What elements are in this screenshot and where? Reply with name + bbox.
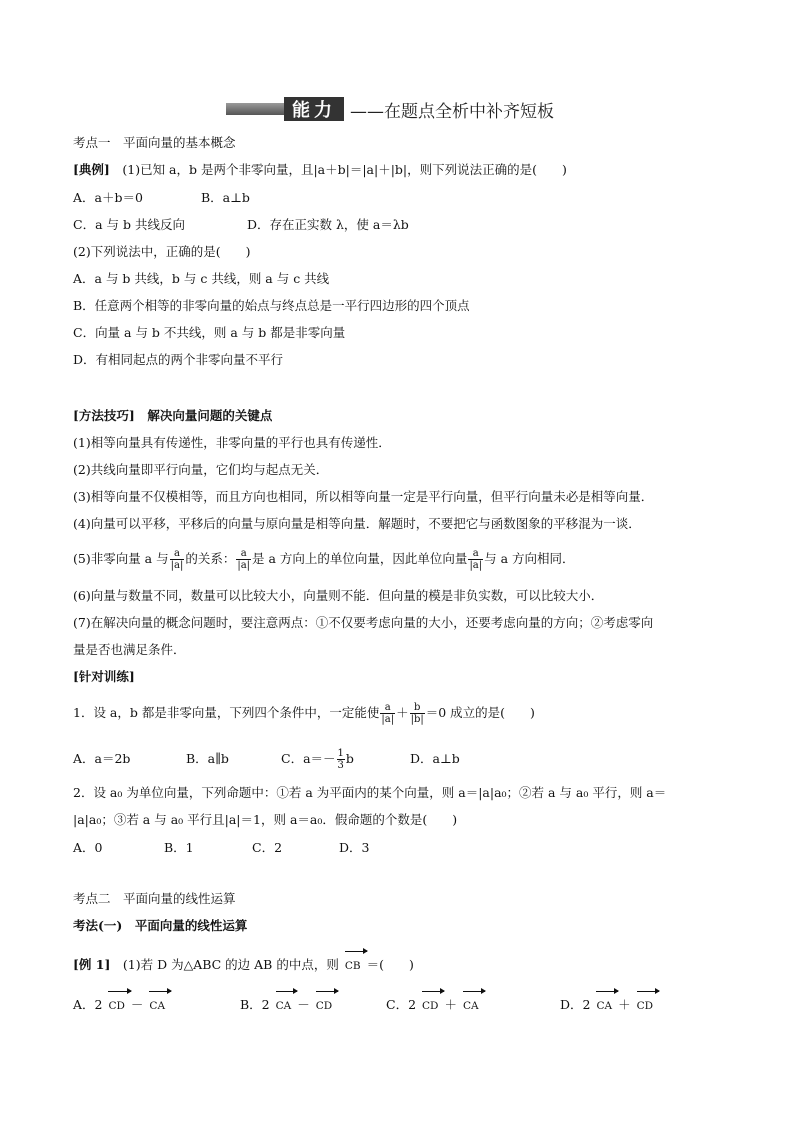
header-title: 能力: [284, 97, 344, 121]
method-p4: (4)向量可以平移，平移后的向量与原向量是相等向量．解题时，不要把它与函数图象的平移混为一谈．: [73, 516, 641, 531]
header-subtitle: ——在题点全析中补齐短板: [350, 101, 554, 122]
frac-den: |a|: [170, 560, 184, 571]
method-p1: (1)相等向量具有传递性，非零向量的平行也具有传递性．: [73, 435, 391, 450]
t-q2-option-a: A．0: [73, 840, 103, 855]
vector-ca: CA: [276, 990, 292, 1017]
training-q2-line2: |a|a₀；③若 a 与 a₀ 平行且|a|＝1，则 a＝a₀．假命题的个数是( ): [73, 812, 458, 827]
p5-part-b: 的关系：: [185, 551, 236, 566]
example1-tag: [例 1]: [73, 957, 111, 972]
t-q1-part-b: ＝0 成立的是( ): [425, 705, 535, 720]
ex1-option-b: [240, 990, 334, 1017]
section2-heading: 考点二 平面向量的线性运算: [73, 891, 236, 906]
frac-num: a: [240, 548, 247, 559]
t-q2-option-d: D．3: [339, 840, 370, 855]
header-bar: [226, 103, 284, 115]
t-q1-option-b: B．a∥b: [186, 751, 229, 766]
q2-option-c: C．向量 a 与 b 不共线，则 a 与 b 都是非零向量: [73, 325, 346, 340]
training-q1-options: [73, 744, 130, 774]
q2-option-d: D．有相同起点的两个非零向量不平行: [73, 352, 284, 367]
training-q2-line1: 2．设 a₀ 为单位向量，下列命题中：①若 a 为平面内的某个向量，则 a＝|a|a₀；②若 a 与 a₀ 平行，则 a＝: [73, 785, 667, 800]
example-q1: [73, 162, 567, 178]
section1-heading: 考点一 平面向量的基本概念: [73, 135, 236, 150]
fraction-a-over-norm-a-3: [468, 548, 483, 571]
method-p7-line1: (7)在解决向量的概念问题时，要注意两点：①不仅要考虑向量的大小，还要考虑向量的方向；②考虑零向: [73, 615, 654, 630]
opt-label: B．2: [240, 997, 270, 1012]
section2-subheading: 考法(一) 平面向量的线性运算: [73, 918, 248, 933]
q1-option-b: B．a⊥b: [201, 190, 250, 205]
vector-ca: CA: [463, 990, 479, 1017]
method-tag: [方法技巧]: [73, 408, 135, 423]
operator: ＋: [618, 997, 631, 1012]
ex1-option-d: [560, 990, 655, 1017]
method-p7-line2: 量是否也满足条件．: [73, 642, 186, 657]
q1-option-c: C．a 与 b 共线反向: [73, 217, 185, 232]
example1-q1: [73, 950, 414, 977]
fraction-a-over-norm-a: [170, 548, 185, 571]
ex1-option-a: [73, 990, 167, 1017]
fraction-a-norm: [380, 702, 395, 725]
example-tag: [典例]: [73, 162, 110, 177]
ex1-text-a: (1)若 D 为△ABC 的边 AB 的中点，则: [122, 957, 339, 972]
frac-den: |a|: [381, 714, 395, 725]
q2-option-b: B．任意两个相等的非零向量的始点与终点总是一平行四边形的四个顶点: [73, 298, 470, 313]
t-q1-option-a: A．a＝2b: [73, 751, 131, 766]
vector-cd: CD: [316, 990, 332, 1017]
p5-part-a: (5)非零向量 a 与: [73, 551, 169, 566]
opt-label: A．2: [73, 997, 103, 1012]
operator: －: [130, 997, 144, 1012]
operator: ＋: [444, 997, 457, 1012]
frac-num: b: [413, 702, 421, 713]
t-q2-option-c: C．2: [252, 840, 283, 855]
t-q1-part-a: 1．设 a，b 都是非零向量，下列四个条件中，一定能使: [73, 705, 380, 720]
q2-option-a: A．a 与 b 共线，b 与 c 共线，则 a 与 c 共线: [73, 271, 330, 286]
vector-cd: CD: [637, 990, 653, 1017]
q1-option-d: D．存在正实数 λ，使 a＝λb: [247, 217, 409, 232]
method-p5: [73, 544, 575, 574]
vector-cd: CD: [422, 990, 438, 1017]
vector-cb: CB: [345, 950, 361, 977]
ex1-option-c: [386, 990, 481, 1017]
operator: －: [297, 997, 310, 1012]
p5-part-c: 是 a 方向上的单位向量，因此单位向量: [252, 551, 468, 566]
method-p3: (3)相等向量不仅模相等，而且方向也相同，所以相等向量一定是平行向量，但平行向量未必是相等向量．: [73, 489, 654, 504]
training-q1: [73, 698, 535, 728]
frac-den: |a|: [469, 560, 483, 571]
vector-ca: CA: [149, 990, 165, 1017]
method-heading: [73, 408, 272, 424]
plus-sign: ＋: [396, 705, 409, 720]
t-q1-option-d: D．a⊥b: [410, 751, 460, 766]
q1-option-a: A．a＋b＝0: [73, 190, 143, 205]
p5-part-d: 与 a 方向相同．: [484, 551, 575, 566]
method-title: 解决向量问题的关键点: [147, 408, 273, 423]
section-header: [226, 96, 554, 122]
method-p6: (6)向量与数量不同，数量可以比较大小，向量则不能．但向量的模是非负实数，可以比较大小．: [73, 588, 604, 603]
frac-den: |b|: [410, 714, 424, 725]
frac-num: a: [472, 548, 479, 559]
fraction-one-third: [337, 748, 345, 771]
vector-cd: CD: [108, 990, 124, 1017]
opt-label: D．2: [560, 997, 591, 1012]
t-q2-option-b: B．1: [164, 840, 194, 855]
training-tag: [针对训练]: [73, 669, 135, 684]
q2-text: (2)下列说法中，正确的是( ): [73, 244, 251, 259]
q1-text: (1)已知 a，b 是两个非零向量，且|a＋b|＝|a|＋|b|，则下列说法正确的是( ): [122, 162, 567, 177]
fraction-a-over-norm-a-2: [236, 548, 251, 571]
opt-c-tail: b: [345, 751, 354, 766]
fraction-b-norm: [410, 702, 425, 725]
frac-den: 3: [337, 760, 344, 771]
ex1-text-b: ＝( ): [366, 957, 414, 972]
opt-c-text: C．a＝－: [281, 751, 336, 766]
frac-num: a: [384, 702, 391, 713]
frac-den: |a|: [237, 560, 251, 571]
t-q1-option-c: [281, 744, 354, 774]
frac-num: 1: [337, 748, 344, 759]
frac-num: a: [173, 548, 180, 559]
vector-ca: CA: [596, 990, 612, 1017]
opt-label: C．2: [386, 997, 417, 1012]
method-p2: (2)共线向量即平行向量，它们均与起点无关．: [73, 462, 329, 477]
